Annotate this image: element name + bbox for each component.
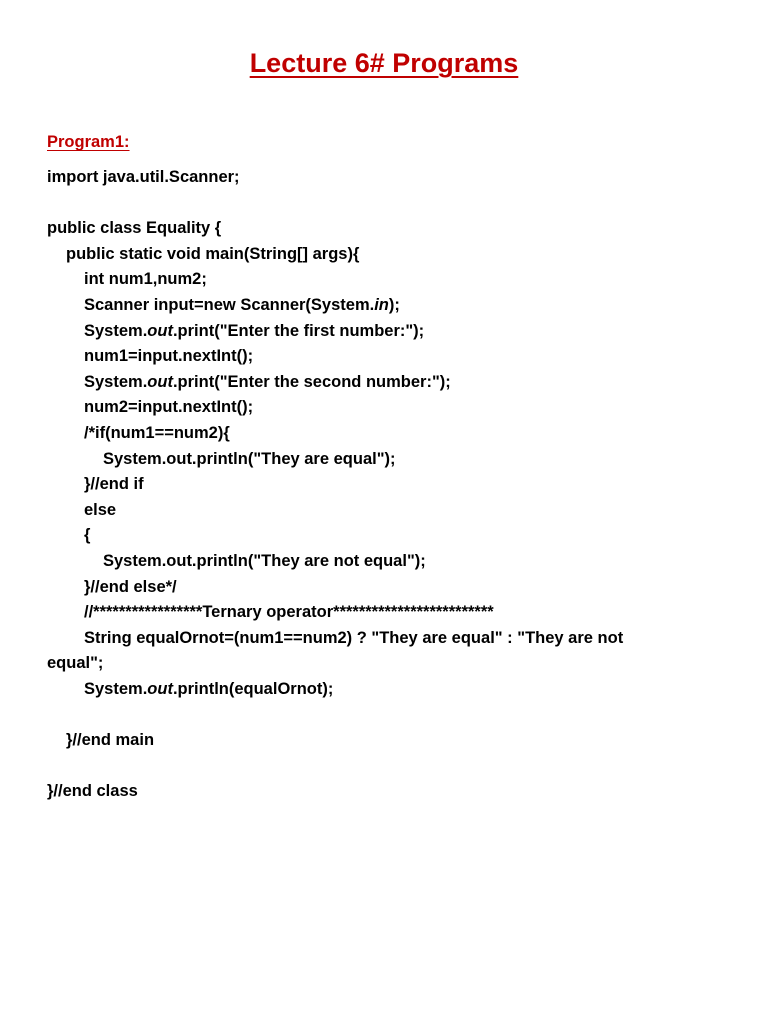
code-text: public class Equality { — [47, 219, 222, 238]
code-line — [47, 575, 697, 601]
code-line — [47, 370, 697, 396]
code-text: System. — [84, 372, 148, 391]
code-line — [47, 728, 697, 754]
code-text: int num1,num2; — [84, 270, 207, 289]
code-italic-token: in — [374, 295, 389, 314]
code-text: String equalOrnot=(num1==num2) ? "They are equal" : "They are not — [84, 628, 624, 647]
code-line — [47, 702, 697, 728]
code-text: { — [84, 526, 91, 545]
code-text: }//end main — [66, 731, 155, 750]
code-text: .print("Enter the second number:"); — [172, 372, 451, 391]
code-line — [47, 319, 697, 345]
code-text: }//end class — [47, 782, 138, 801]
code-text: public static void main(String[] args){ — [66, 244, 360, 263]
code-italic-token: out — [147, 679, 173, 698]
code-text: System. — [84, 321, 148, 340]
code-line — [47, 447, 697, 473]
code-line — [47, 779, 697, 805]
code-line — [47, 216, 697, 242]
code-line — [47, 677, 697, 703]
code-text: .println(equalOrnot); — [172, 679, 334, 698]
code-text: }//end else*/ — [84, 577, 177, 596]
code-italic-token: out — [147, 372, 173, 391]
code-line — [47, 293, 697, 319]
code-text: //*****************Ternary operator************************* — [84, 603, 494, 622]
code-text: System.out.println("They are not equal"); — [103, 551, 426, 570]
code-text: ); — [388, 295, 400, 314]
code-text: System.out.println("They are equal"); — [103, 449, 396, 468]
code-text: import java.util.Scanner; — [47, 168, 240, 186]
page-title-text: Lecture 6# Programs — [249, 48, 519, 78]
code-text: System. — [84, 679, 148, 698]
code-text: }//end if — [84, 475, 144, 494]
code-italic-token: out — [147, 321, 173, 340]
section-label: Program1: — [47, 133, 130, 151]
code-line — [47, 421, 697, 447]
code-text: /*if(num1==num2){ — [84, 423, 230, 442]
code-text: num1=input.nextInt(); — [84, 347, 254, 366]
code-line — [47, 472, 697, 498]
code-line — [47, 191, 697, 217]
code-line — [47, 344, 697, 370]
code-line — [47, 626, 697, 652]
code-text: .print("Enter the first number:"); — [172, 321, 425, 340]
code-line — [47, 498, 697, 524]
code-line — [47, 267, 697, 293]
code-line — [47, 523, 697, 549]
code-text: num2=input.nextInt(); — [84, 398, 254, 417]
code-line — [47, 754, 697, 780]
code-text: equal"; — [47, 654, 104, 673]
code-line — [47, 600, 697, 626]
code-text: Scanner input=new Scanner(System. — [84, 295, 375, 314]
code-line — [47, 165, 697, 191]
code-line — [47, 651, 697, 677]
code-line — [47, 395, 697, 421]
code-line — [47, 549, 697, 575]
page-title — [0, 46, 768, 80]
code-line — [47, 242, 697, 268]
code-text: else — [84, 500, 117, 519]
code-block — [47, 165, 697, 805]
